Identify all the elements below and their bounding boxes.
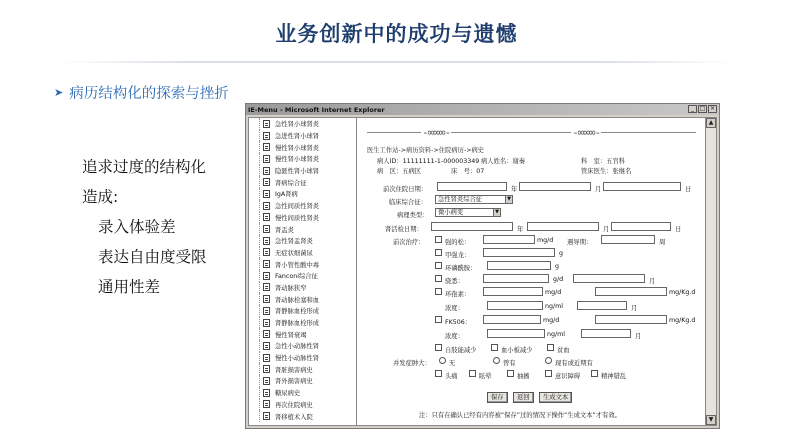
month-label: 月	[603, 226, 610, 233]
breadcrumb: 医生工作站->病历资料->住院病历->病史	[367, 147, 485, 154]
outcome-checkbox[interactable]	[435, 344, 442, 351]
tree-item[interactable]	[249, 270, 356, 282]
prev-treatment-label: 前次治疗：	[393, 239, 425, 246]
document-icon	[263, 202, 270, 210]
document-icon	[263, 400, 270, 408]
cyclosporine-weight-dose-input[interactable]	[595, 287, 667, 296]
chevron-down-icon: ▼	[505, 196, 512, 203]
symptom-checkbox[interactable]	[591, 370, 598, 377]
drug-unit: mg/d	[545, 289, 562, 296]
tree-item-label: IgA肾病	[275, 191, 298, 199]
tree-item[interactable]	[249, 188, 356, 200]
document-icon	[263, 307, 270, 315]
complication-radio[interactable]	[545, 357, 552, 364]
complication-radio[interactable]	[493, 357, 500, 364]
fk506-level-input[interactable]	[487, 329, 545, 338]
line-3: 录入体验差	[98, 218, 176, 236]
drug-name: 环孢素：	[445, 291, 471, 298]
complication-label: 并发症肿大：	[393, 360, 431, 367]
minimize-button[interactable]: _	[688, 105, 697, 113]
biopsy-day-input[interactable]	[611, 222, 671, 231]
document-icon	[263, 330, 270, 338]
month-label: 月	[595, 186, 602, 193]
tree-item[interactable]	[249, 176, 356, 188]
tree-item[interactable]	[249, 223, 356, 235]
first-visit-month-input[interactable]	[519, 182, 591, 191]
symptom-label: 抽搐	[517, 373, 530, 380]
document-icon	[263, 225, 270, 233]
drug-unit: ng/ml	[545, 303, 563, 310]
tree-item-label: 急进性肾小球肾	[275, 133, 320, 141]
chain-icon: -∞∞∞-	[572, 126, 601, 139]
drug-unit: ng/ml	[547, 331, 565, 338]
drug-name: 骁悉：	[445, 278, 464, 285]
chain-line	[367, 132, 696, 133]
drug-name: 环磷酰胺：	[445, 265, 477, 272]
tree-item[interactable]	[249, 328, 356, 340]
outcome-checkbox[interactable]	[491, 344, 498, 351]
document-icon	[263, 143, 270, 151]
symptom-checkbox[interactable]	[545, 370, 552, 377]
outcome-label: 贫血	[557, 347, 570, 354]
symptom-checkbox[interactable]	[507, 370, 514, 377]
ward: 病 区：五病区	[377, 168, 422, 175]
drug-name: 甲强龙：	[445, 252, 471, 259]
department: 科 室：五官科	[581, 158, 626, 165]
drug-name: FK506：	[445, 319, 472, 326]
tree-item-label: 肾小管性酸中毒	[275, 261, 320, 269]
fk506-dose-input[interactable]	[483, 315, 541, 324]
tree-item[interactable]	[249, 293, 356, 305]
tree-item[interactable]	[249, 235, 356, 247]
cyclosporine-dose-input[interactable]	[483, 287, 543, 296]
save-button[interactable]: 保存	[487, 392, 508, 403]
window-controls	[688, 105, 717, 113]
document-icon	[263, 248, 270, 256]
ie-titlebar	[246, 104, 719, 115]
line-1: 追求过度的结构化	[82, 158, 207, 176]
tree-item-label: 再次住院病史	[275, 401, 313, 409]
tree-item[interactable]	[249, 200, 356, 212]
document-icon	[263, 132, 270, 140]
drug-name: 强的松：	[445, 239, 471, 246]
year-label: 年	[511, 186, 518, 193]
tree-item-label: 急性间质性肾炎	[275, 203, 320, 211]
day-label: 日	[675, 226, 682, 233]
document-icon	[263, 260, 270, 268]
maximize-button[interactable]: □	[699, 105, 706, 112]
document-icon	[263, 319, 270, 327]
tree-item-label: 肾外损害病史	[275, 378, 313, 386]
line-4: 表达自由度受限	[98, 248, 207, 266]
methylpred-checkbox[interactable]	[435, 249, 442, 256]
biopsy-month-input[interactable]	[527, 222, 599, 231]
form-pane	[359, 118, 704, 425]
drug-extra-unit: mg/Kg.d	[669, 289, 696, 296]
bullet-lines	[82, 152, 207, 302]
fk506-weight-dose-input[interactable]	[595, 315, 667, 324]
tree-item[interactable]	[249, 387, 356, 399]
tree-item-label: 隐匿性肾小球肾	[275, 168, 320, 176]
tree-item[interactable]	[249, 141, 356, 153]
tree-item-label: 肾移植术入院	[275, 413, 313, 421]
tree-item-label: 肾静脉血栓形成	[275, 320, 320, 328]
cyclosporine-level-duration-input[interactable]	[577, 301, 627, 310]
tree-item-label: 急性小动脉性肾	[275, 343, 320, 351]
patient-name: 病人姓名：谢秦	[481, 158, 526, 165]
document-icon	[263, 365, 270, 373]
tree-item[interactable]	[249, 118, 356, 130]
document-icon	[263, 295, 270, 303]
doctor: 管床医生：张继名	[581, 168, 632, 175]
methylpred-dose-input[interactable]	[483, 248, 555, 257]
symptom-label: 意识障碍	[555, 373, 581, 380]
drug-unit: g	[555, 263, 559, 270]
document-icon	[263, 190, 270, 198]
patient-id: 病人ID：11111111-1-000003349	[377, 158, 480, 165]
tree-item[interactable]	[249, 399, 356, 411]
symptom-checkbox[interactable]	[435, 370, 442, 377]
arrow-bullet-icon: ➤	[54, 86, 64, 99]
slide-title: 业务创新中的成功与遗憾	[275, 22, 518, 46]
footnote: 注：只有在确认已经有内容被“保存”过的情况下操作“生成文本”才有效。	[419, 412, 621, 419]
pathology-label: 病理类型：	[397, 212, 429, 219]
cyclosporine-level-input[interactable]	[487, 301, 543, 310]
document-icon	[263, 213, 270, 221]
tree-item-label: 糖尿病史	[275, 390, 301, 398]
document-icon	[263, 354, 270, 362]
decorative-chain	[359, 126, 704, 140]
tree-item-label: 无症状细菌尿	[275, 249, 313, 257]
outcome-label: 自肢能减少	[445, 347, 477, 354]
cyclophosphamide-dose-input[interactable]	[487, 261, 551, 270]
document-icon	[263, 377, 270, 385]
line-5: 通用性差	[98, 278, 161, 296]
mmf-duration-input[interactable]	[573, 274, 645, 283]
symptom-checkbox[interactable]	[469, 370, 476, 377]
complication-option: 曾有	[503, 360, 516, 367]
duration-input[interactable]	[601, 235, 655, 244]
symptom-label: 眩晕	[479, 373, 492, 380]
prednisone-checkbox[interactable]	[435, 236, 442, 243]
ie-body	[248, 117, 717, 426]
tree-item[interactable]	[249, 410, 356, 422]
tree-item-label: 肾盂炎	[275, 226, 294, 234]
vertical-scrollbar[interactable]	[705, 118, 716, 425]
fk506-level-duration-input[interactable]	[581, 329, 631, 338]
document-icon	[263, 272, 270, 280]
ie-window	[245, 103, 720, 429]
close-button[interactable]: ×	[709, 105, 716, 112]
document-icon	[263, 178, 270, 186]
chain-icon: -∞∞∞-	[422, 126, 451, 139]
pathology-select[interactable]	[435, 208, 501, 217]
pathology-value: 微小病变	[438, 209, 464, 216]
scroll-up-icon[interactable]: ▲	[706, 118, 716, 128]
syndrome-value: 急性肾炎综合征	[438, 196, 483, 203]
duration-label: 遇导期：	[567, 239, 593, 246]
document-icon	[263, 342, 270, 350]
drug-unit: g	[559, 250, 563, 257]
tree-item[interactable]	[249, 363, 356, 375]
tree-item[interactable]	[249, 317, 356, 329]
document-icon	[263, 155, 270, 163]
drug-unit: mg/d	[537, 237, 554, 244]
tree-item[interactable]	[249, 282, 356, 294]
tree-item[interactable]	[249, 258, 356, 270]
tree-item-label: 肾静脉血栓形成	[275, 308, 320, 316]
tree-item[interactable]	[249, 375, 356, 387]
mmf-dose-input[interactable]	[483, 274, 549, 283]
tree-item-label: 慢性肾小球肾炎	[275, 144, 320, 152]
mmf-checkbox[interactable]	[435, 275, 442, 282]
tree-item[interactable]	[249, 352, 356, 364]
chevron-down-icon: ▼	[493, 209, 500, 216]
tree-item-label: 肾动脉栓塞和血	[275, 296, 320, 304]
tree-item[interactable]	[249, 212, 356, 224]
drug-unit: mg/d	[543, 317, 560, 324]
tree-item-label: 急性肾小球肾炎	[275, 121, 320, 129]
line-2: 造成:	[82, 188, 119, 206]
complication-radio[interactable]	[439, 357, 446, 364]
window-title: IE-Menu - Microsoft Internet Explorer	[248, 105, 385, 114]
complication-option: 无	[449, 360, 456, 367]
tree-item[interactable]	[249, 165, 356, 177]
outcome-label: 血小板减少	[501, 347, 533, 354]
outcome-checkbox[interactable]	[547, 344, 554, 351]
bed-number: 床 号：07	[451, 168, 485, 175]
day-label: 日	[685, 186, 692, 193]
tree-item-label: 慢性肾小球肾炎	[275, 156, 320, 164]
cyclosporine-checkbox[interactable]	[435, 288, 442, 295]
drug-extra-unit: 月	[635, 333, 642, 340]
generate-text-button[interactable]: 生成文本	[539, 392, 572, 403]
complication-option: 现有或近期有	[555, 360, 593, 367]
document-icon	[263, 167, 270, 175]
tree-item[interactable]	[249, 153, 356, 165]
tree-item-label: 肾病综合征	[275, 179, 307, 187]
tree-item[interactable]	[249, 130, 356, 142]
tree-item-label: Fanconi综合征	[275, 273, 318, 281]
first-visit-label: 前次住院日期：	[383, 186, 428, 193]
tree-item-label: 慢性小动脉性肾	[275, 355, 320, 363]
first-visit-year-input[interactable]	[437, 182, 507, 191]
document-icon	[263, 389, 270, 397]
scroll-down-icon[interactable]: ▼	[706, 415, 716, 425]
prednisone-dose-input[interactable]	[483, 235, 535, 244]
disease-tree	[249, 118, 357, 425]
document-icon	[263, 412, 270, 420]
concentration-label: 浓度：	[445, 305, 464, 312]
tree-item[interactable]	[249, 247, 356, 259]
document-icon	[263, 237, 270, 245]
biopsy-label: 肾活检日期：	[385, 226, 423, 233]
back-button[interactable]: 返回	[513, 392, 534, 403]
cyclophosphamide-checkbox[interactable]	[435, 262, 442, 269]
drug-unit: g/d	[553, 276, 564, 283]
tree-item-label: 慢性肾衰竭	[275, 331, 307, 339]
tree-item-label: 慢性间质性肾炎	[275, 214, 320, 222]
tree-item[interactable]	[249, 340, 356, 352]
symptom-label: 头痛	[445, 373, 458, 380]
title-divider	[58, 61, 734, 63]
drug-extra-unit: mg/Kg.d	[669, 317, 696, 324]
section-heading	[54, 82, 229, 103]
first-visit-day-input[interactable]	[603, 182, 681, 191]
concentration-label: 浓度：	[445, 333, 464, 340]
duration-unit: 周	[659, 239, 666, 246]
tree-item-label: 急性肾盂肾炎	[275, 238, 313, 246]
drug-extra-unit: 月	[631, 305, 638, 312]
biopsy-year-input[interactable]	[431, 222, 513, 231]
symptom-label: 精神错乱	[601, 373, 627, 380]
year-label: 年	[517, 226, 524, 233]
tree-item[interactable]	[249, 305, 356, 317]
drug-extra-unit: 月	[649, 278, 656, 285]
fk506-checkbox[interactable]	[435, 316, 442, 323]
section-heading-text: 病历结构化的探索与挫折	[69, 86, 229, 102]
tree-item-label: 肾脏损害病史	[275, 366, 313, 374]
syndrome-select[interactable]	[435, 195, 513, 204]
syndrome-label: 临床综合征：	[389, 199, 427, 206]
tree-item-label: 肾动脉狭窄	[275, 284, 307, 292]
document-icon	[263, 120, 270, 128]
document-icon	[263, 283, 270, 291]
